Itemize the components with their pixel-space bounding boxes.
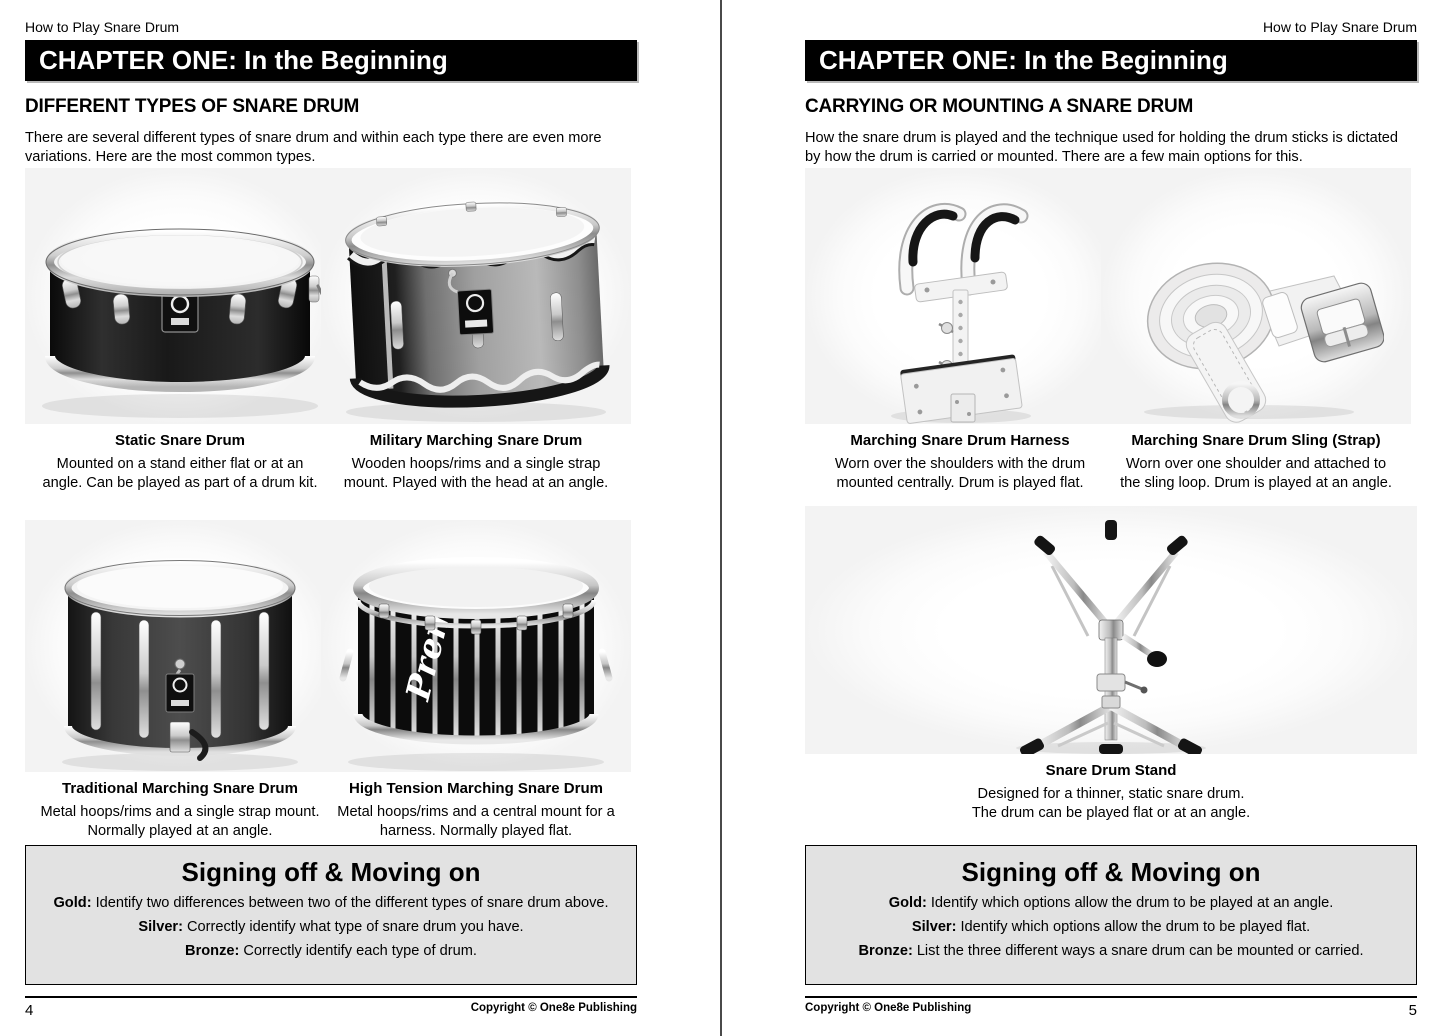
signoff-item-bronze: [806, 942, 1416, 960]
figure-title: Marching Snare Drum Sling (Strap): [1131, 432, 1381, 449]
figure-traditional-marching-snare-drum: [25, 520, 335, 852]
figure-marching-snare-drum-sling: [1101, 168, 1411, 500]
figure-caption: Wooden hoops/rims and a single strap mount. Played with the head at an angle.: [343, 456, 609, 491]
marching-snare-drum-sling-image: [1101, 168, 1411, 424]
intro-paragraph: There are several different types of snare drum and within each type there are even more variations. Here are the most common types.: [25, 130, 602, 165]
section-heading: CARRYING OR MOUNTING A SNARE DRUM: [805, 96, 1194, 117]
figure-title: High Tension Marching Snare Drum: [349, 780, 603, 797]
figure-caption: Worn over the shoulders with the drum mounted centrally. Drum is played flat.: [834, 456, 1086, 491]
signoff-text: List the three different ways a snare drum can be mounted or carried.: [916, 943, 1364, 959]
running-head: How to Play Snare Drum: [25, 19, 180, 35]
chapter-banner: CHAPTER ONE: In the Beginning: [805, 40, 1417, 81]
signoff-item-gold: [806, 894, 1416, 912]
signoff-item-silver: [806, 918, 1416, 936]
high-tension-marching-snare-drum-image: [321, 520, 631, 772]
static-snare-drum-drawing: [30, 174, 330, 424]
traditional-marching-snare-drum-drawing: [50, 524, 310, 772]
medal-label: Gold:: [53, 895, 92, 911]
figure-static-snare-drum: [25, 168, 335, 500]
figure-caption: Metal hoops/rims and a single strap mount. Normally played at an angle.: [40, 804, 320, 839]
figure-title: Static Snare Drum: [114, 432, 246, 449]
traditional-marching-snare-drum-image: [25, 520, 335, 772]
copyright-text: Copyright © One8e Publishing: [470, 1002, 637, 1014]
static-snare-drum-image: [25, 168, 335, 424]
figure-caption: Mounted on a stand either flat or at an angle. Can be played as part of a drum kit.: [42, 456, 318, 491]
signoff-text: Correctly identify each type of drum.: [243, 943, 477, 959]
copyright-text: Copyright © One8e Publishing: [805, 1002, 972, 1014]
signoff-title: Signing off & Moving on: [961, 857, 1261, 887]
page-number: 5: [1408, 1002, 1417, 1019]
signoff-text: Correctly identify what type of snare drum you have.: [186, 919, 524, 935]
figure-title: Traditional Marching Snare Drum: [62, 780, 298, 797]
figure-title: Marching Snare Drum Harness: [850, 432, 1070, 449]
marching-snare-drum-sling-drawing: [1129, 224, 1384, 424]
page-number: 4: [25, 1002, 34, 1019]
figure-caption: Worn over one shoulder and attached to the sling loop. Drum is played at an angle.: [1120, 456, 1392, 491]
signoff-text: Identify two differences between two of the different types of snare drum above.: [95, 895, 609, 911]
signoff-item-gold: [26, 894, 636, 912]
figure-high-tension-marching-snare-drum: [321, 520, 631, 852]
figure-title: Snare Drum Stand: [1045, 762, 1177, 779]
military-marching-snare-drum-image: [321, 168, 631, 424]
signoff-box: [805, 845, 1417, 985]
military-marching-snare-drum-drawing: [334, 172, 619, 424]
marching-snare-drum-harness-drawing: [873, 170, 1048, 424]
intro-paragraph: How the snare drum is played and the technique used for holding the drum sticks is dictated by how the drum is carried or mounted. There are a few main options for this.: [805, 130, 1398, 165]
page-footer: [805, 996, 1417, 1019]
medal-label: Silver:: [911, 919, 957, 935]
signoff-box: [25, 845, 637, 985]
signoff-item-silver: [26, 918, 636, 936]
medal-label: Bronze:: [185, 943, 240, 959]
figure-marching-snare-drum-harness: [805, 168, 1115, 500]
signoff-item-bronze: [26, 942, 636, 960]
figure-caption: Designed for a thinner, static snare drum. The drum can be played flat or at an angle.: [971, 786, 1251, 821]
figure-title: Military Marching Snare Drum: [369, 432, 583, 449]
figure-snare-drum-stand: [805, 506, 1417, 836]
figure-military-marching-snare-drum: [321, 168, 631, 500]
medal-label: Gold:: [888, 895, 927, 911]
high-tension-marching-snare-drum-drawing: [336, 534, 616, 772]
signoff-text: Identify which options allow the drum to be played at an angle.: [930, 895, 1334, 911]
chapter-banner: CHAPTER ONE: In the Beginning: [25, 40, 637, 81]
signoff-text: Identify which options allow the drum to be played flat.: [960, 919, 1311, 935]
marching-snare-drum-harness-image: [805, 168, 1115, 424]
page-right: [720, 0, 1440, 1036]
signoff-title: Signing off & Moving on: [181, 857, 481, 887]
figure-caption: Metal hoops/rims and a central mount for a harness. Normally played flat.: [337, 804, 615, 839]
snare-drum-stand-image: [805, 506, 1417, 754]
medal-label: Silver:: [138, 919, 183, 935]
section-heading: DIFFERENT TYPES OF SNARE DRUM: [25, 96, 360, 117]
medal-label: Bronze:: [858, 943, 913, 959]
running-head: How to Play Snare Drum: [1262, 19, 1417, 35]
snare-drum-stand-drawing: [996, 508, 1226, 754]
page-footer: [25, 996, 637, 1019]
